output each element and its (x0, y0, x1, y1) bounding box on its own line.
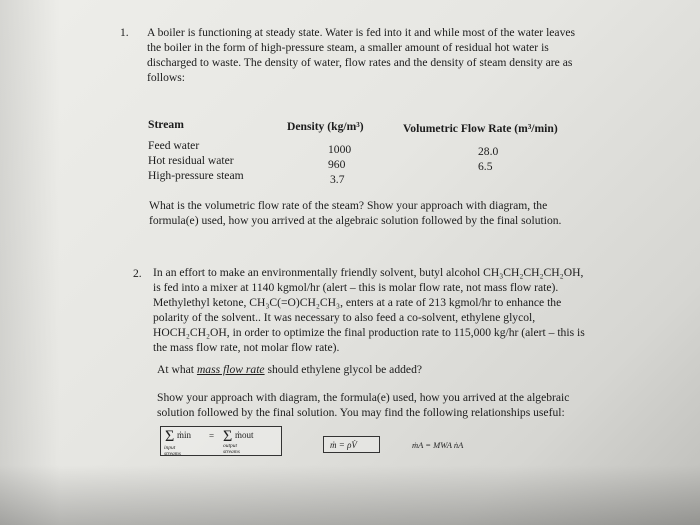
q2-ask-suffix: should ethylene glycol be added? (264, 363, 423, 376)
table-header-stream: Stream (148, 118, 184, 131)
q2-intro-line: the mass flow rate, not molar flow rate). (153, 341, 340, 354)
balance-equals: = (209, 431, 215, 441)
mass-density-formula (323, 436, 380, 453)
table-header-density: Density (kg/m³) (287, 120, 364, 133)
q2-intro-line: Methylethyl ketone, CH₃C(=O)CH₂CH₃, enters at a rate of 213 kgmol/hr to enhance the (153, 296, 562, 309)
q2-number: 2. (133, 267, 142, 280)
page-shadow-left (0, 0, 60, 525)
q2-show-line: Show your approach with diagram, the formula(e) used, how you arrived at the algebraic (157, 391, 570, 404)
q2-intro-line: polarity of the solvent.. It was necessary to also feed a co-solvent, ethylene glycol, (153, 311, 536, 324)
balance-lhs-sub: input streams (164, 445, 181, 457)
q1-question-line: formula(e) used, how you arrived at the algebraic solution followed by the final solution. (149, 214, 562, 227)
q1-intro-line: the boiler in the form of high-pressure steam, a smaller amount of residual hot water is (147, 41, 549, 54)
q1-question (149, 198, 609, 228)
table-cell-density: 960 (328, 158, 346, 171)
q2-intro-line: HOCH₂CH₂OH, in order to optimize the final production rate to 115,000 kg/hr (alert – this is (153, 326, 585, 339)
molar-mass-formula: ṁA = MWA ṅA (412, 440, 464, 450)
table-cell-stream: Hot residual water (148, 154, 234, 167)
sigma-icon: Σ (165, 428, 175, 445)
table-cell-stream: Feed water (148, 139, 200, 152)
table-cell-density: 1000 (328, 143, 352, 156)
q1-intro-line: follows: (147, 71, 186, 84)
mass-density-text: ṁ = ρV̇ (330, 440, 357, 450)
table-cell-flow: 6.5 (478, 160, 493, 173)
balance-rhs: ṁout (235, 430, 254, 440)
balance-lhs: ṁin (177, 430, 192, 440)
q2-intro-line: In an effort to make an environmentally friendly solvent, butyl alcohol CH₃CH₂CH₂CH₂OH, (153, 266, 584, 279)
balance-rhs-sub: output streams (223, 443, 240, 455)
q1-number: 1. (120, 26, 129, 39)
table-header-flow: Volumetric Flow Rate (m³/min) (403, 122, 558, 135)
q2-ask-prefix: At what (157, 363, 197, 376)
q1-intro-line: discharged to waste. The density of water, flow rates and the density of steam density are as (147, 56, 573, 69)
table-cell-flow: 28.0 (478, 145, 499, 158)
q2-intro (153, 265, 628, 355)
q2-intro-line: is fed into a mixer at 1140 kgmol/hr (alert – this is molar flow rate, not mass flow rate). (153, 281, 559, 294)
q2-ask-emphasis: mass flow rate (196, 363, 265, 376)
q2-show-line: solution followed by the final solution. You may find the following relationships useful: (157, 406, 565, 419)
table-cell-stream: High-pressure steam (148, 169, 244, 182)
q2-show (157, 390, 622, 420)
page-shadow-bottom (0, 465, 700, 525)
q1-intro (147, 25, 630, 85)
q2-ask (157, 362, 577, 377)
q1-intro-line: A boiler is functioning at steady state. Water is fed into it and while most of the water leaves (147, 26, 576, 39)
mass-balance-formula (160, 426, 282, 456)
table-cell-density: 3.7 (330, 173, 345, 186)
q1-question-line: What is the volumetric flow rate of the steam? Show your approach with diagram, the (149, 199, 548, 212)
sigma-icon: Σ (223, 428, 233, 445)
